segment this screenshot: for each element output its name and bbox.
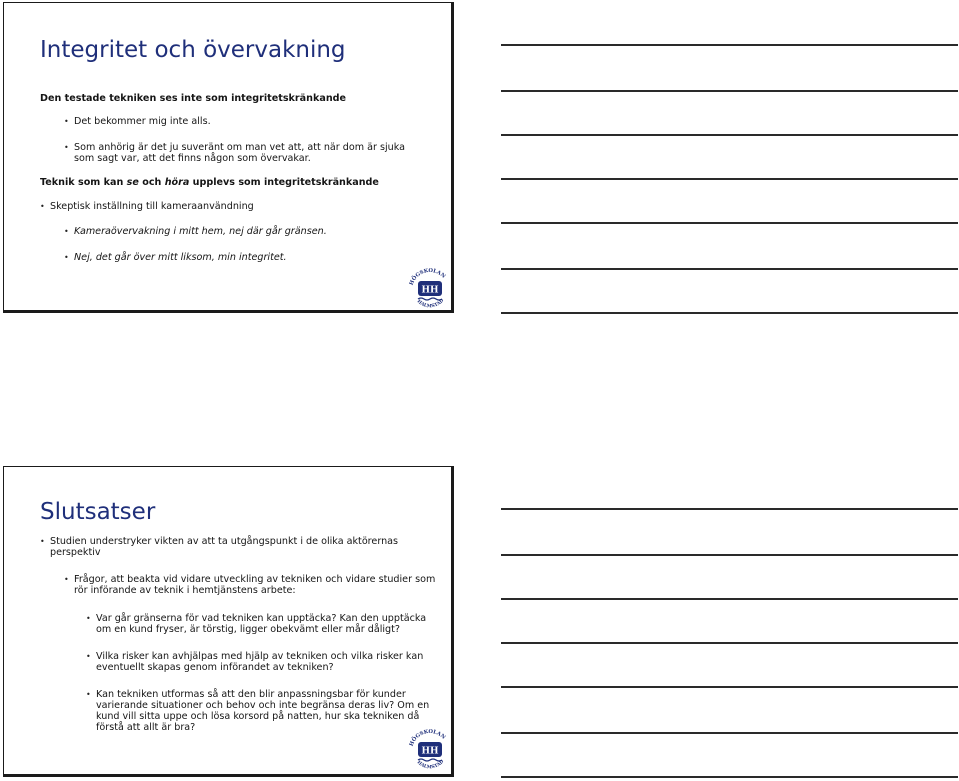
hogskolan-halmstad-logo [406,266,454,313]
heading-see-hear: Teknik som kan se och höra upplevs som integritetskränkande [40,177,379,188]
bullet-icon: • [64,253,69,262]
note-line [501,686,958,688]
note-line [501,44,958,46]
list-item: • Kan tekniken utformas så att den blir anpassningsbar för kunder varierande situationer och behov och inte begränsa deras liv? Om en kund vill sitta uppe och lösa korsord på natten, hur ska tekniken då förstå att allt är bra? [86,689,430,733]
note-line [501,554,958,556]
note-line [501,222,958,224]
note-line [501,134,958,136]
bullet-icon: • [40,537,45,546]
note-line [501,178,958,180]
bullet-icon: • [40,202,45,211]
list-item: • Frågor, att beakta vid vidare utveckling av tekniken och vidare studier som rör införande av teknik i hemtjänstens arbete: [64,574,436,596]
note-line [501,268,958,270]
bullet-icon: • [86,614,91,623]
svg-text:HH: HH [421,285,439,296]
note-line [501,508,958,510]
bullet-icon: • [64,575,69,584]
list-item: • Som anhörig är det ju suveränt om man vet att, att när dom är sjuka som sagt var, att det finns någon som övervakar. [64,142,406,164]
list-item: • Var går gränserna för vad tekniken kan upptäcka? Kan den upptäcka om en kund fryser, är törstig, ligger obekvämt eller mår dåligt? [86,613,427,635]
note-line [501,312,958,314]
hogskolan-halmstad-logo [406,727,454,775]
note-line [501,732,958,734]
svg-text:HÖGSKOLAN: HÖGSKOLAN [408,728,447,748]
note-line [501,642,958,644]
svg-text:HALMSTAD: HALMSTAD [415,759,446,771]
list-item: • Skeptisk inställning till kameraanvändning [40,201,254,212]
note-line [501,598,958,600]
list-item: • Kameraövervakning i mitt hem, nej där går gränsen. [64,226,327,237]
slide-title: Slutsatser [40,499,156,525]
bullet-icon: • [64,227,69,236]
slide-title: Integritet och övervakning [40,37,346,63]
list-item: • Nej, det går över mitt liksom, min integritet. [64,252,287,263]
list-item: • Studien understryker vikten av att ta utgångspunkt i de olika aktörernas perspektiv [40,536,399,558]
svg-text:HÖGSKOLAN: HÖGSKOLAN [408,267,447,287]
bullet-icon: • [86,652,91,661]
bullet-icon: • [86,690,91,699]
list-item: • Det bekommer mig inte alls. [64,116,211,127]
note-line [501,776,958,778]
heading-tested-tech: Den testade tekniken ses inte som integritetskränkande [40,93,347,104]
svg-text:HH: HH [421,746,439,757]
slide-integritet [3,2,454,313]
bullet-icon: • [64,143,69,152]
note-line [501,90,958,92]
list-item: • Vilka risker kan avhjälpas med hjälp av tekniken och vilka risker kan eventuellt skapas genom införandet av tekniken? [86,651,424,673]
slide-slutsatser [3,466,454,777]
svg-text:HALMSTAD: HALMSTAD [415,298,446,310]
bullet-icon: • [64,117,69,126]
